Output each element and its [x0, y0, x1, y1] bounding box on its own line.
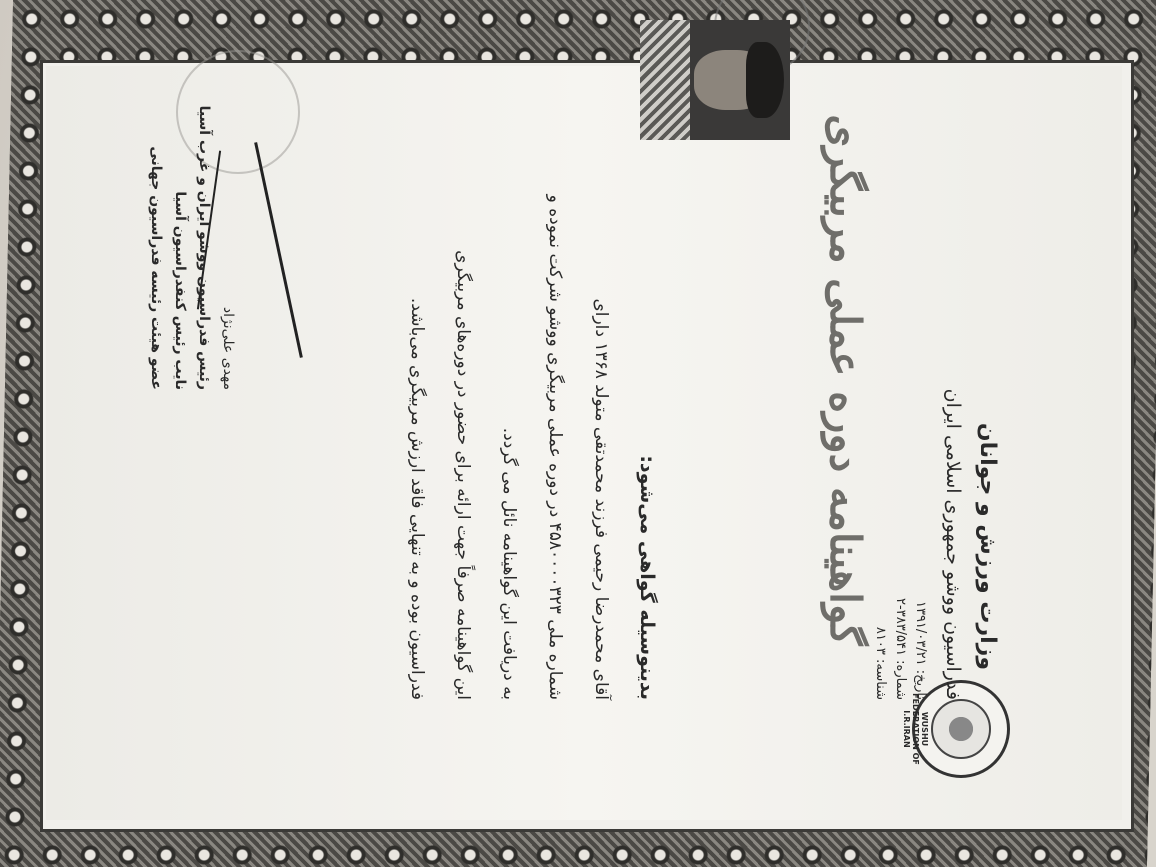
signatory-name: مهدی علی‌نژاد	[220, 306, 236, 390]
signatory-role-1: رئیس فدراسیون ووشو ایران و غرب آسیا	[196, 105, 212, 390]
body-line-4: این گواهینامه صرفاً جهت ارائه برای حضور در دوره‌های مربیگری	[453, 250, 473, 700]
signatory-role-2: نایب رئیس کنفدراسیون آسیا	[172, 191, 188, 390]
logo-text: WUSHU FEDERATION OF I.R.IRAN	[902, 693, 929, 765]
date-line: تاریخ: ۱۳۹۱/۰۳/۲۱	[913, 600, 928, 700]
certificate-title: گواهینامه دوره عملی مربیگری	[821, 114, 870, 646]
logo-emblem	[931, 699, 991, 759]
id-line: شناسه: ۸۱۰۳	[873, 626, 888, 700]
signature-stroke	[254, 142, 303, 358]
photo-hair	[746, 42, 784, 118]
body-line-3: به دریافت این گواهینامه نائل می گردد.	[499, 427, 519, 700]
signature-block	[144, 60, 240, 390]
ministry-heading: وزارت ورزش و جوانان	[975, 422, 1000, 670]
certificate-content	[5, 0, 1000, 765]
body-line-1: آقای محمدرضا رحیمی فرزند محمدتقی متولد ۱۳۶۸ دارای	[591, 298, 611, 700]
number-line: شماره: ۳۸۳/۵۴۱-۲	[893, 598, 908, 700]
signatory-role-3: عضو هیئت رئیسه فدراسیون جهانی	[148, 146, 164, 390]
certificate-body	[394, 10, 670, 700]
body-line-2: شماره ملی ۴۵۸۰۰۰۰۳۲۳ در دوره عملی مربیگری ووشو شرکت نموده و	[545, 194, 565, 700]
federation-heading: فدراسیون ووشو جمهوری اسلامی ایران	[942, 388, 964, 700]
body-line-5: فدراسیون بوده و به تنهایی فاقد ارزش مربیگری می‌باشد.	[407, 297, 427, 700]
intro-line: بدینوسیله گواهی می‌شود:	[636, 455, 658, 700]
reference-box	[870, 598, 930, 700]
